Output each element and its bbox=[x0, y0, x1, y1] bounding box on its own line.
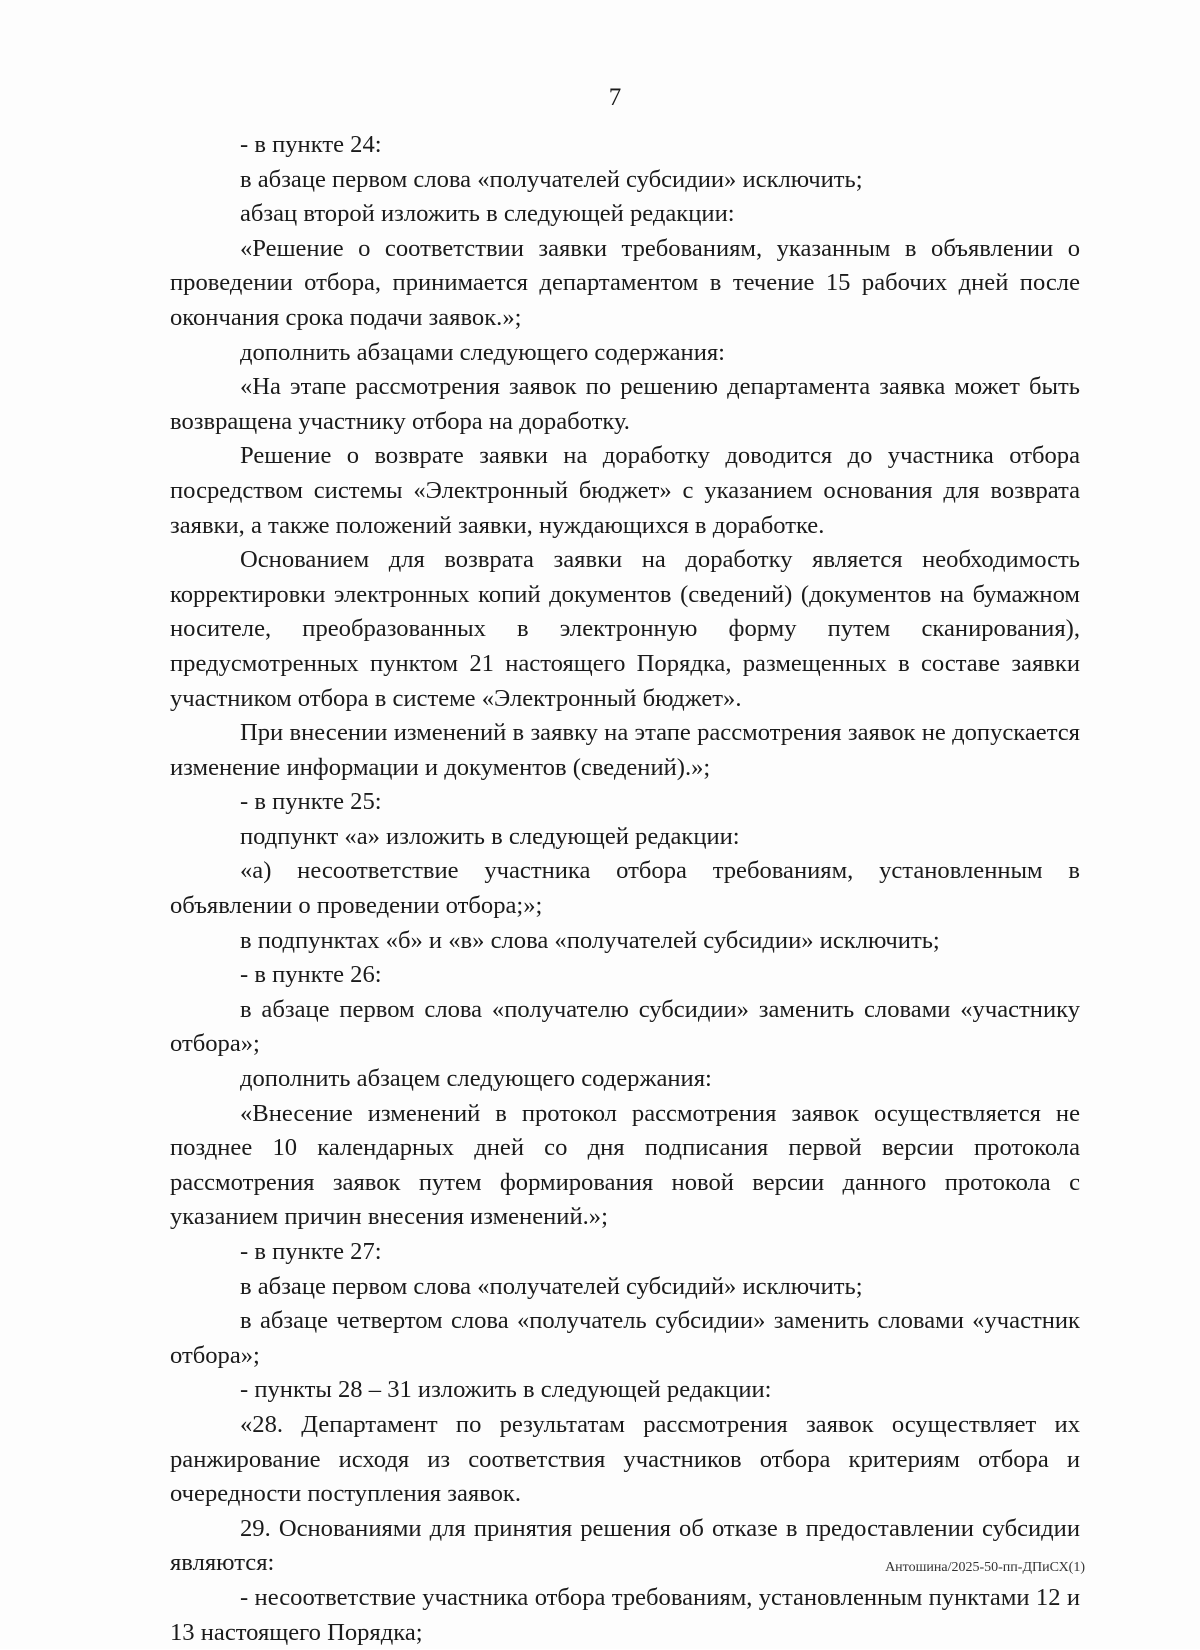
paragraph: в абзаце первом слова «получателей субсидии» исключить; bbox=[240, 165, 863, 193]
paragraph: Решение о возврате заявки на доработку доводится до участника отбора посредством системы «Электронный бюджет» с указанием основания для возврата заявки, а также положений заявки, нуждающихся в доработке. bbox=[170, 442, 1080, 539]
paragraph: «Внесение изменений в протокол рассмотрения заявок осуществляется не позднее 10 календарных дней со дня подписания первой версии протокола рассмотрения заявок путем формирования новой версии данного протокола с указанием причин внесения изменений.»; bbox=[170, 1099, 1080, 1231]
paragraph: - в пункте 26: bbox=[240, 961, 382, 989]
paragraph: дополнить абзацами следующего содержания: bbox=[240, 338, 726, 366]
paragraph: в абзаце первом слова «получателей субсидий» исключить; bbox=[240, 1272, 863, 1300]
paragraph: абзац второй изложить в следующей редакции: bbox=[240, 200, 735, 228]
paragraph: в подпунктах «б» и «в» слова «получателей субсидии» исключить; bbox=[240, 926, 940, 954]
paragraph: «28. Департамент по результатам рассмотрения заявок осуществляет их ранжирование исходя из соответствия участников отбора критериям отбора и очередности поступления заявок. bbox=[170, 1410, 1080, 1508]
paragraph: «а) несоответствие участника отбора требованиям, установленным в объявлении о проведении отбора;»; bbox=[170, 857, 1080, 920]
paragraph: подпункт «а» изложить в следующей редакции: bbox=[240, 822, 740, 850]
paragraph: «Решение о соответствии заявки требованиям, указанным в объявлении о проведении отбора, принимается департаментом в течение 15 рабочих дней после окончания срока подачи заявок.»; bbox=[170, 234, 1080, 331]
paragraph: - пункты 28 – 31 изложить в следующей редакции: bbox=[240, 1376, 772, 1404]
paragraph: Основанием для возврата заявки на доработку является необходимость корректировки электронных копий документов (сведений) (документов на бумажном носителе, преобразованных в электронную форму путем сканирования), предусмотренных пунктом 21 настоящего Порядка, размещенных в составе заявки участником отбора в системе «Электронный бюджет». bbox=[170, 546, 1080, 712]
paragraph: - в пункте 24: bbox=[240, 131, 382, 158]
paragraph: в абзаце первом слова «получателю субсидии» заменить словами «участнику отбора»; bbox=[170, 995, 1080, 1058]
paragraph: При внесении изменений в заявку на этапе рассмотрения заявок не допускается изменение информации и документов (сведений).»; bbox=[170, 719, 1080, 781]
paragraph: в абзаце четвертом слова «получатель субсидии» заменить словами «участник отбора»; bbox=[170, 1307, 1080, 1369]
paragraph: «На этапе рассмотрения заявок по решению департамента заявка может быть возвращена участнику отбора на доработку. bbox=[170, 373, 1080, 435]
paragraph: дополнить абзацем следующего содержания: bbox=[240, 1065, 712, 1093]
paragraph: - в пункте 27: bbox=[240, 1238, 382, 1265]
paragraph: - в пункте 25: bbox=[240, 788, 382, 816]
document-reference: Антошина/2025-50-пп-ДПиСХ(1) bbox=[885, 1560, 1085, 1575]
document-body bbox=[170, 128, 1080, 1650]
page-number: 7 bbox=[608, 84, 622, 111]
paragraph: 29. Основаниями для принятия решения об отказе в предоставлении субсидии являются: bbox=[170, 1514, 1080, 1577]
paragraph: - несоответствие участника отбора требованиям, установленным пунктами 12 и 13 настоящего Порядка; bbox=[170, 1583, 1080, 1646]
